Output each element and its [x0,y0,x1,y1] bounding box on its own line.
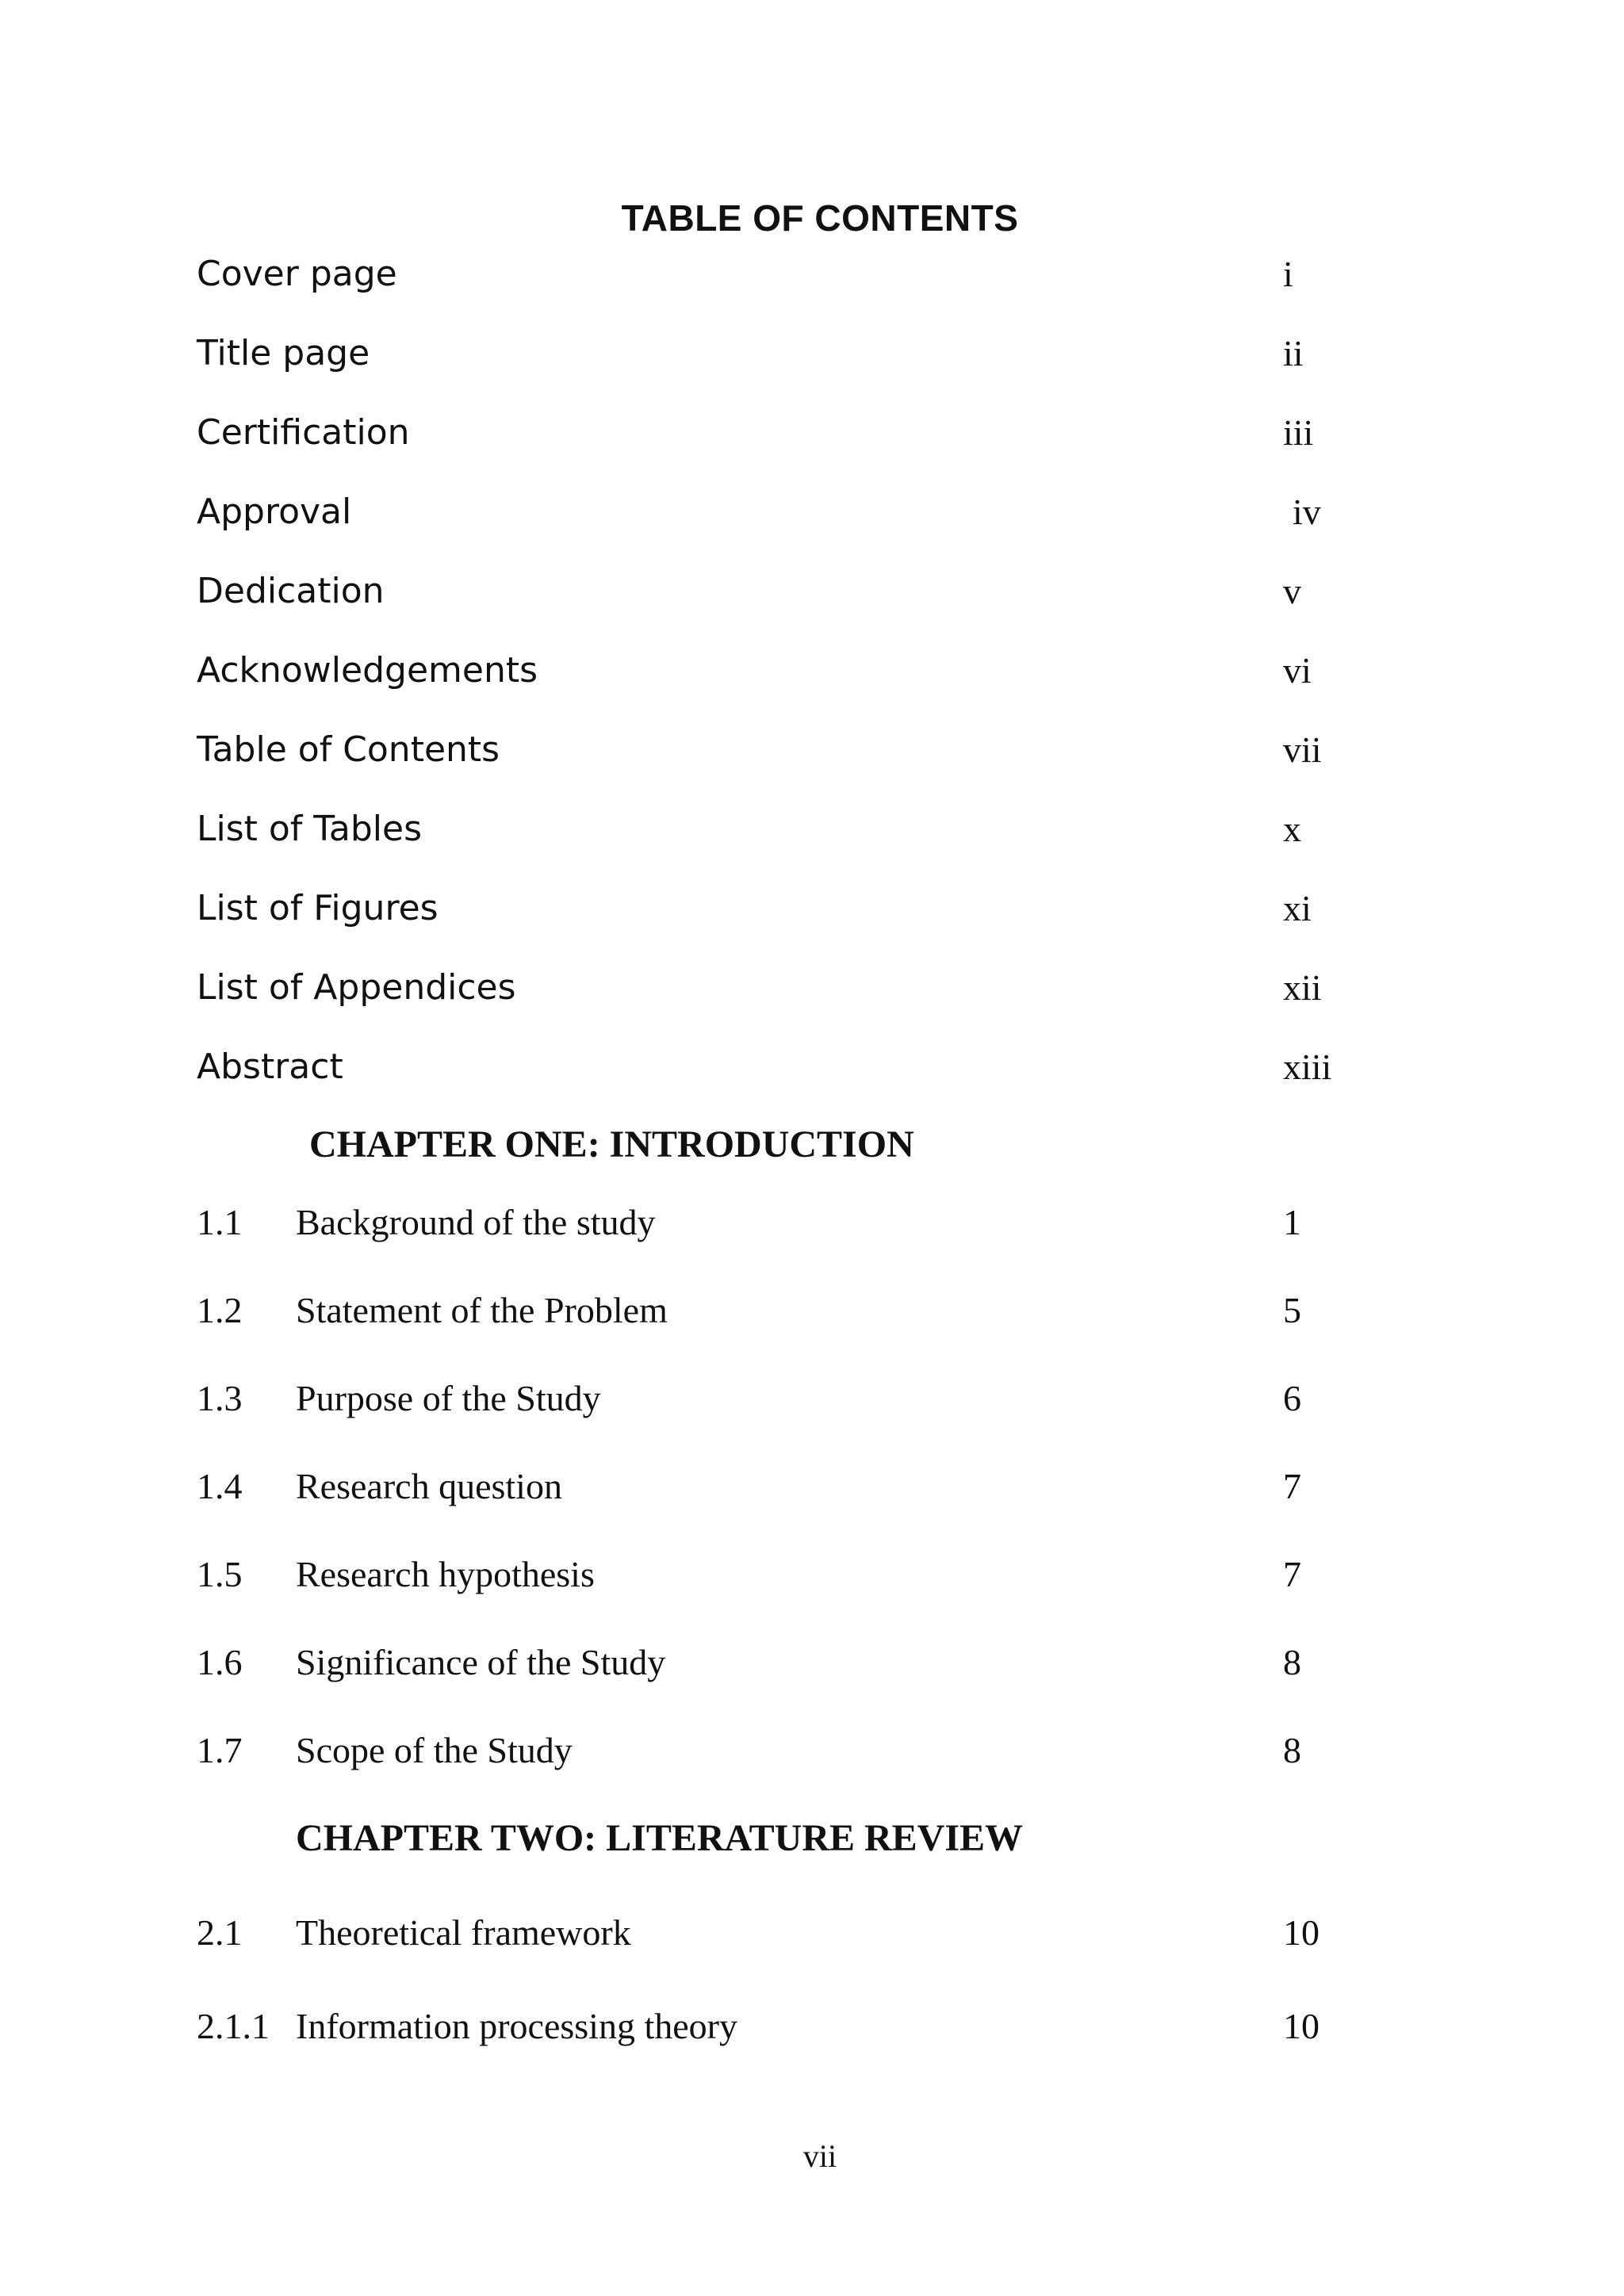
toc-entry [0,488,1624,536]
toc-entry-label: Approval [197,492,352,532]
section-page: 10 [1283,1912,1320,1953]
toc-section [0,1727,1624,1774]
toc-entry-label: List of Appendices [197,967,516,1008]
toc-section [0,1551,1624,1598]
toc-entry [0,1043,1624,1091]
toc-entry-page: vii [1283,729,1322,770]
footer-page-number: vii [802,2138,837,2174]
section-page: 8 [1283,1730,1301,1770]
section-title: Research hypothesis [296,1554,595,1594]
toc-entry-page: xi [1283,888,1312,928]
section-number: 1.2 [197,1290,243,1330]
toc-entry-label: List of Tables [197,809,423,849]
toc-section [0,1639,1624,1686]
toc-entry [0,964,1624,1012]
toc-entry-page: ii [1283,333,1304,373]
toc-entry [0,726,1624,774]
section-title: Information processing theory [296,2006,737,2046]
section-number: 1.6 [197,1642,243,1682]
toc-entry-label: Table of Contents [197,729,500,770]
toc-entry-page: iv [1293,492,1321,532]
section-title: Statement of the Problem [296,1290,668,1330]
section-page: 8 [1283,1642,1301,1682]
section-number: 2.1.1 [197,2006,270,2046]
toc-entry-label: List of Figures [197,888,439,928]
toc-entry [0,647,1624,695]
section-number: 1.3 [197,1378,243,1418]
section-number: 1.7 [197,1730,243,1770]
toc-section [0,1463,1624,1510]
section-number: 1.1 [197,1202,243,1242]
section-page: 5 [1283,1290,1301,1330]
toc-section [0,1199,1624,1246]
toc-entry-label: Acknowledgements [197,650,538,691]
section-title: Theoretical framework [296,1912,631,1953]
section-page: 6 [1283,1378,1301,1418]
toc-entry-label: Certification [197,412,410,453]
section-page: 1 [1283,1202,1301,1242]
toc-entry [0,885,1624,932]
section-title: Significance of the Study [296,1642,666,1682]
section-number: 1.4 [197,1466,243,1506]
chapter-heading: CHAPTER TWO: LITERATURE REVIEW [296,1817,1024,1859]
page-title: TABLE OF CONTENTS [621,197,1019,239]
toc-entry-label: Cover page [197,254,397,294]
section-title: Background of the study [296,1202,656,1242]
section-page: 7 [1283,1554,1301,1594]
toc-entry [0,330,1624,377]
toc-entry-page: x [1283,809,1301,849]
toc-entry-label: Abstract [197,1047,343,1087]
section-page: 10 [1283,2006,1320,2046]
section-number: 2.1 [197,1912,243,1953]
section-title: Research question [296,1466,562,1506]
section-page: 7 [1283,1466,1301,1506]
toc-entry [0,409,1624,457]
toc-entry-page: v [1283,571,1301,611]
toc-section [0,1287,1624,1334]
section-number: 1.5 [197,1554,243,1594]
toc-section [0,1909,1624,1957]
section-title: Scope of the Study [296,1730,573,1770]
toc-entry [0,251,1624,298]
toc-entry [0,568,1624,615]
toc-section [0,2003,1624,2050]
toc-section [0,1375,1624,1422]
toc-entry-page: vi [1283,650,1312,691]
toc-entry-label: Dedication [197,571,385,611]
toc-entry-page: i [1283,254,1293,294]
section-title: Purpose of the Study [296,1378,601,1418]
toc-entry-page: iii [1283,412,1314,453]
toc-entry-page: xiii [1283,1047,1332,1087]
toc-entry-page: xii [1283,967,1322,1008]
chapter-heading: CHAPTER ONE: INTRODUCTION [309,1123,914,1165]
toc-entry [0,806,1624,853]
toc-entry-label: Title page [197,333,370,373]
